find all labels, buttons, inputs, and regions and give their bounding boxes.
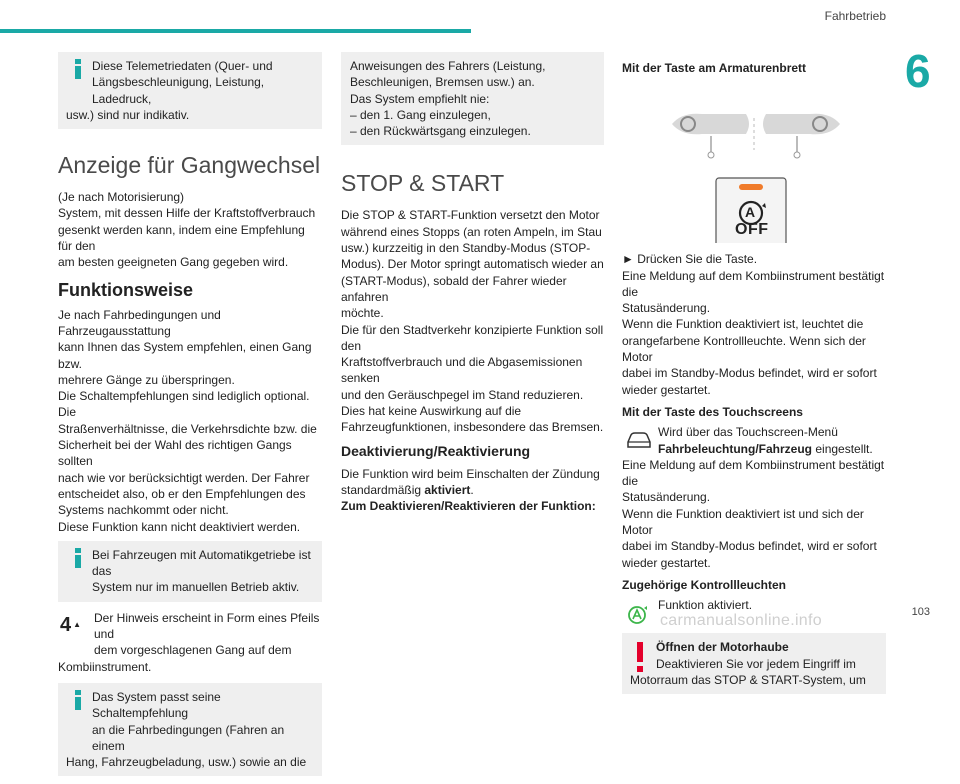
info-icon [68,689,88,711]
car-icon [624,430,654,450]
stop-start-button[interactable]: A OFF [735,204,769,239]
page-number: 103 [911,606,930,618]
info-box-continued: Anweisungen des Fahrers (Leistung, Beschleunigen, Bremsen usw.) an. Das System empfiehlt nie: – den 1. Gang einzulegen, – den Rückwärtsgang einzulegen. [341,52,604,145]
info-box-automatic: Bei Fahrzeugen mit Automatikgetriebe ist das System nur im manuellen Betrieb aktiv. [58,541,322,602]
chapter-number: 6 [905,45,931,97]
deactivation-body: Die Funktion wird beim Einschalten der Zündung standardmäßig aktiviert. Zum Deaktivieren/Reaktivieren der Funktion: [341,466,600,514]
section-heading-stop-start: STOP & START [341,170,505,197]
dashboard-illustration [622,88,886,243]
stop-start-lamp-icon [626,603,650,625]
column-3 [622,52,886,702]
heading-warning-lamps: Zugehörige Kontrollleuchten [622,577,786,592]
info-icon [68,547,88,569]
warning-icon [634,641,646,673]
header-accent-bar [0,29,471,33]
subheading-operation: Funktionsweise [58,279,194,300]
warning-box-bonnet: Öffnen der Motorhaube Deaktivieren Sie vor jedem Eingriff im Motorraum das STOP & START-System, um [622,633,886,694]
lamp-row: Funktion aktiviert. [622,597,886,625]
section-title: Fahrbetrieb [824,9,886,23]
gear-shift-intro: (Je nach Motorisierung) System, mit dessen Hilfe der Kraftstoffverbrauch gesenkt werden kann, indem eine Empfehlung für den am besten geeigneten Gang gegeben wird. [58,190,316,270]
heading-dashboard-button: Mit der Taste am Armaturenbrett [622,61,807,75]
gear-indicator-icon: 4 ▲ [60,612,90,638]
watermark: carmanualsonline.info [660,612,822,629]
subheading-deactivation: Deaktivierung/Reaktivierung [341,442,531,459]
info-icon [68,58,88,80]
column-1 [58,52,322,784]
gear-indicator-row: 4 ▲ Der Hinweis erscheint in Form eines Pfeils und dem vorgeschlagenen Gang auf dem Kombiinstrument. [58,610,320,674]
stop-start-body: Die STOP & START-Funktion versetzt den Motor während eines Stopps (an roten Ampeln, im Stau usw.) kurzzeitig in den Standby-Modus (STOP- Modus). Der Motor springt automatisch wieder an (START-Modus), sobald der Fahrer wieder anfahren möchte. Die für den Stadtverkehr konzipierte Funktion soll den Kraftstoffverbrauch und die Abgasemissionen senken und den Geräuschpegel im Stand reduzieren. Dies hat keine Auswirkung auf die Fahrzeugfunktionen, insbesondere das Bremsen. [341,208,604,435]
section-heading-gear-shift: Anzeige für Gangwechsel [58,152,321,179]
touchscreen-row: Wird über das Touchscreen-Menü Fahrbeleuchtung/Fahrzeug eingestellt. [622,424,886,457]
info-box-telemetry: Diese Telemetriedaten (Quer- und Längsbeschleunigung, Leistung, Ladedruck, usw.) sind nur indikativ. [58,52,322,129]
dashboard-button-steps: ► Drücken Sie die Taste. Eine Meldung auf dem Kombiinstrument bestätigt die Statusänderung. Wenn die Funktion deaktiviert ist, leuchtet die orangefarbene Kontrollleuchte. Wenn sich der Motor dabei im Standby-Modus befindet, wird er sofort wieder gestartet. [622,252,885,397]
touchscreen-body: Eine Meldung auf dem Kombiinstrument bestätigt die Statusänderung. Wenn die Funktion deaktiviert ist und sich der Motor dabei im Standby-Modus befindet, wird er sofort wieder gestartet. [622,457,885,570]
info-box-adaptation: Das System passt seine Schaltempfehlung an die Fahrbedingungen (Fahren an einem Hang, Fahrzeugbeladung, usw.) sowie an die [58,683,322,776]
column-2 [341,52,604,521]
operation-body: Je nach Fahrbedingungen und Fahrzeugausstattung kann Ihnen das System empfehlen, einen Gang bzw. mehrere Gänge zu überspringen. Die Schaltempfehlungen sind lediglich optional. Die Straßenverhältnisse, die Verkehrsdichte bzw. die Sicherheit bei der Wahl des richtigen Gangs sollten nach wie vor berücksichtigt werden. Der Fahrer entscheidet also, ob er den Empfehlungen des Systems nachkommt oder nicht. Diese Funktion kann nicht deaktiviert werden. [58,307,317,534]
heading-touchscreen: Mit der Taste des Touchscreens [622,404,803,419]
